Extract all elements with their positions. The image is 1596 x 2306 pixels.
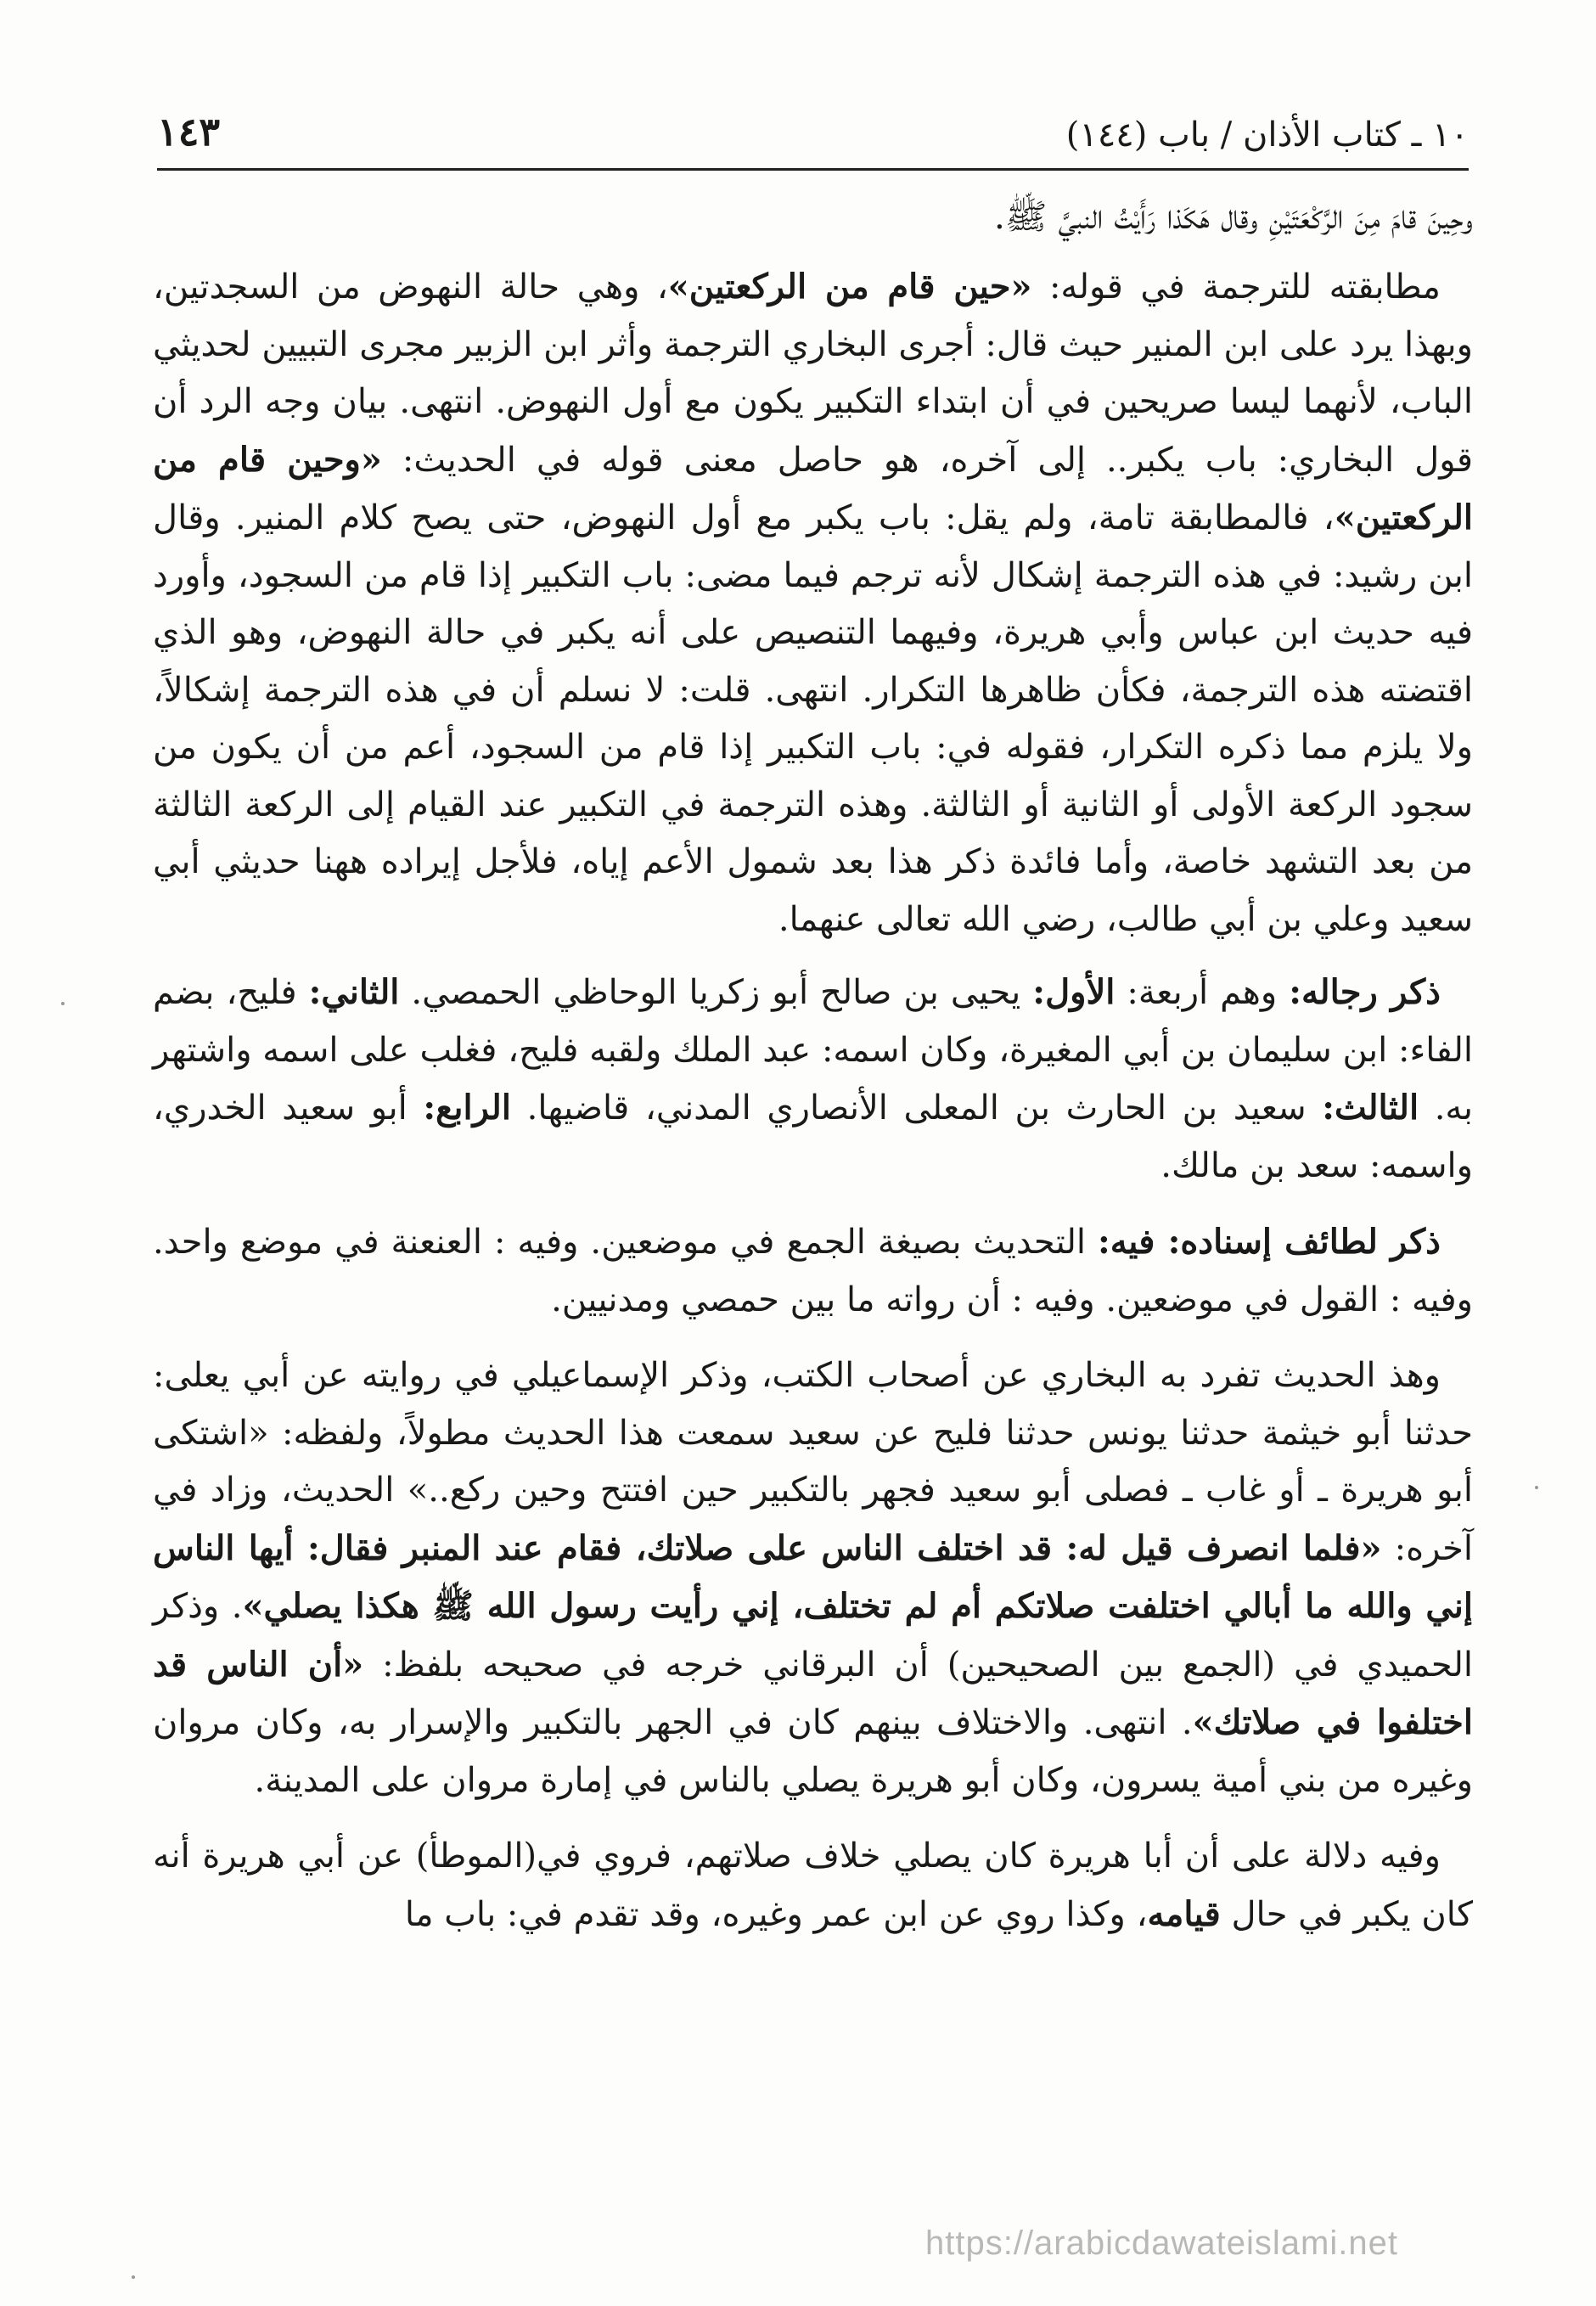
label-second: الثاني: bbox=[308, 972, 400, 1012]
paragraph-commentary-2 bbox=[153, 1347, 1473, 1809]
text-run: سعيد بن الحارث بن المعلى الأنصاري المدني، قاضيها. bbox=[510, 1088, 1323, 1128]
section-heading-narrators: ذكر رجاله: bbox=[1289, 972, 1441, 1012]
running-head: ١٠ ـ كتاب الأذان / باب (١٤٤) bbox=[1065, 115, 1469, 155]
label-third: الثالث: bbox=[1322, 1088, 1419, 1128]
text-run: التحديث بصيغة الجمع في موضعين. وفيه : العنعنة في موضع واحد. وفيه : القول في موضعين. وفيه : أن رواته ما بين حمصي ومدنيين. bbox=[153, 1223, 1473, 1319]
page-header bbox=[157, 109, 1469, 163]
scan-speck bbox=[132, 2275, 135, 2279]
text-run: أبو سعيد الخدري، واسمه: سعد بن مالك. bbox=[153, 1088, 1473, 1185]
bold-quote: «وحين قام من الركعتين» bbox=[153, 439, 1473, 537]
hadith-text-line: وحِينَ قامَ مِنَ الرَّكْعَتَيْنِ وقال هَكَذا رَأَيْتُ النبيَّ ﷺ. bbox=[993, 196, 1473, 237]
label-fihi: فيه: bbox=[1097, 1222, 1168, 1262]
paragraph-narrators bbox=[153, 964, 1473, 1195]
paragraph-isnad bbox=[153, 1213, 1473, 1329]
text-run: وهذ الحديث تفرد به البخاري عن أصحاب الكتب، وذكر الإسماعيلي في روايته عن أبي يعلى: حدثنا أبو خيثمة حدثنا يونس حدثنا فليح عن سعيد سمعت هذا الحديث مطولاً، ولفظه: «اشتكى أبو هريرة ـ أو غاب ـ فصلى أبو سعيد فجهر بالتكبير حين افتتح وحين ركع..» الحديث، وزاد في آخره: bbox=[153, 1356, 1473, 1568]
scan-speck bbox=[61, 1002, 65, 1005]
text-run: يحيى بن صالح أبو زكريا الوحاظي الحمصي. bbox=[399, 973, 1033, 1012]
paragraph-commentary-1 bbox=[153, 258, 1473, 948]
text-run: . انتهى. والاختلاف بينهم كان في الجهر بالتكبير والإسرار به، وكان مروان وغيره من بني أمية يسرون، وكان أبو هريرة يصلي بالناس في إمارة مروان على المدينة. bbox=[153, 1703, 1473, 1800]
bold-quote: «فلما انصرف قيل له: قد اختلف الناس على صلاتك، فقام عند المنبر فقال: أيها الناس إني والله ما أبالي اختلفت صلاتكم أم لم تختلف، إني رأيت رسول الله ﷺ هكذا يصلي» bbox=[153, 1527, 1474, 1626]
text-run: فليح، بضم الفاء: ابن سليمان بن أبي المغيرة، وكان اسمه: عبد الملك ولقبه فليح، فغلب على اسمه واشتهر به. bbox=[153, 973, 1473, 1128]
watermark-url: https://arabicdawateislami.net bbox=[925, 2224, 1398, 2262]
paragraph-commentary-3 bbox=[153, 1828, 1473, 1943]
label-first: الأول: bbox=[1032, 972, 1116, 1012]
text-run: وهم أربعة: bbox=[1115, 973, 1290, 1012]
bold-quote: «أن الناس قد اختلفوا في صلاتك» bbox=[153, 1644, 1473, 1742]
label-fourth: الرابع: bbox=[423, 1088, 511, 1128]
text-run: ، وكذا روي عن ابن عمر وغيره، وقد تقدم في: باب ما bbox=[404, 1894, 1148, 1934]
scan-speck bbox=[1535, 1486, 1538, 1489]
page-number: ١٤٣ bbox=[157, 109, 221, 155]
text-run: ، وهي حالة النهوض من السجدتين، وبهذا يرد على ابن المنير حيث قال: أجرى البخاري الترجمة وأثر ابن الزبير مجرى التبيين لحديثي الباب، لأنهما ليسا صريحين في أن ابتداء التكبير يكون مع أول النهوض. انتهى. بيان وجه الرد أن قول البخاري: باب يكبر.. إلى آخره، هو حاصل معنى قوله في الحديث: bbox=[153, 267, 1473, 480]
text-run: ، فالمطابقة تامة، ولم يقل: باب يكبر مع أول النهوض، حتى يصح كلام المنير. وقال ابن رشيد: في هذه الترجمة إشكال لأنه ترجم فيما مضى: باب التكبير إذا قام من السجود، وأورد فيه حديث ابن عباس وأبي هريرة، وفيهما التنصيص على أنه يكبر في حالة النهوض، وهو الذي اقتضته هذه الترجمة، فكأن ظاهرها التكرار. انتهى. قلت: لا نسلم أن في هذه الترجمة إشكالاً، ولا يلزم مما ذكره التكرار، فقوله في: باب التكبير إذا قام من السجود، أعم من أن يكون من سجود الركعة الأولى أو الثانية أو الثالثة. وهذه الترجمة في التكبير عند القيام إلى الركعة الثالثة من بعد التشهد خاصة، وأما فائدة ذكر هذا بعد شمول الأعم إياه، فلأجل إيراده ههنا حديثي أبي سعيد وعلي بن أبي طالب، رضي الله تعالى عنهما. bbox=[153, 498, 1474, 939]
text-run: مطابقته للترجمة في قوله: bbox=[1031, 267, 1441, 307]
section-heading-isnad: ذكر لطائف إسناده: bbox=[1167, 1222, 1441, 1262]
bold-quote: «حين قام من الركعتين» bbox=[667, 267, 1032, 307]
header-rule bbox=[157, 168, 1469, 171]
text-run: وفيه دلالة على أن أبا هريرة كان يصلي خلاف صلاتهم، فروي في(الموطأ) عن أبي هريرة أنه كان يكبر في حال bbox=[153, 1836, 1473, 1934]
bold-word: قيامه bbox=[1147, 1893, 1221, 1934]
page-body bbox=[153, 187, 1473, 1943]
text-run: . وذكر الحميدي في (الجمع بين الصحيحين) أن البرقاني خرجه في صحيحه بلفظ: bbox=[153, 1587, 1473, 1685]
